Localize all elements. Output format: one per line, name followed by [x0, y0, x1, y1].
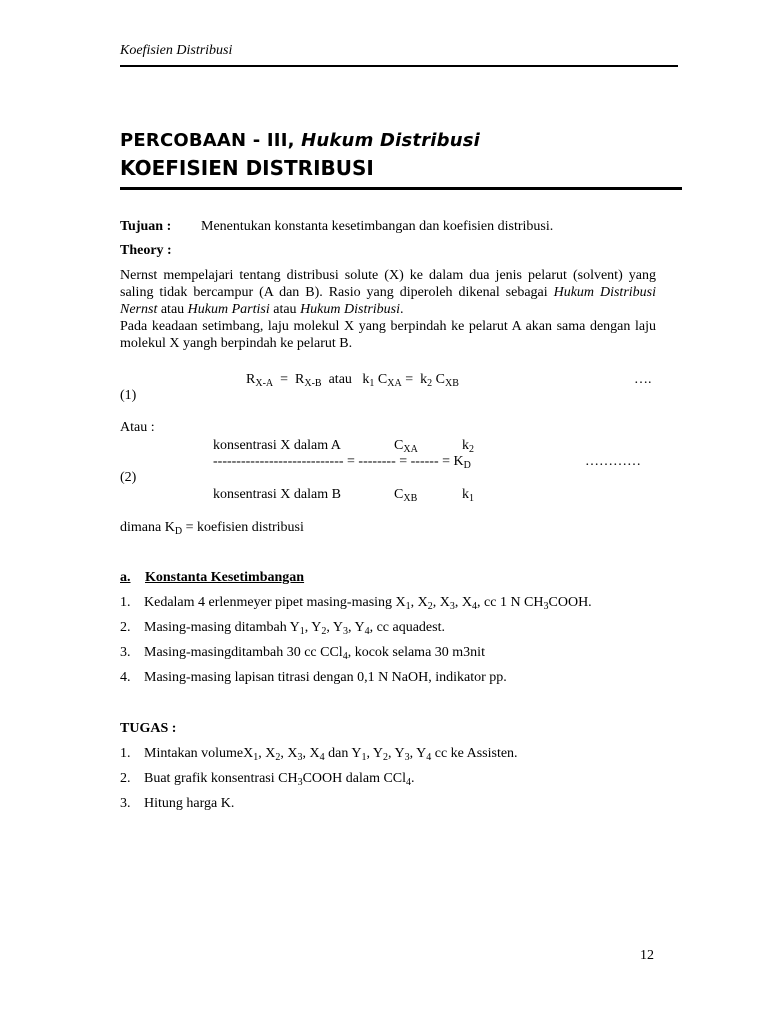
- procedure-item: Masing-masingditambah 30 cc CCl$_4$, kocok selama 30 m3nit: [144, 645, 485, 662]
- para-italic-1: Hukum Distribusi Nernst: [120, 285, 656, 317]
- equation-2-fraction-line: ---------------------------- = -------- = ------ = $K_D$: [213, 454, 471, 471]
- equilibrium-paragraph: Pada keadaan setimbang, laju molekul X yang berpindah ke pelarut A akan sama dengan laju molekul X yangh berpindah ke pelarut B.: [120, 319, 656, 351]
- equation-2-cxa: $C_{XA}$: [394, 438, 418, 455]
- main-title: KOEFISIEN DISTRIBUSI: [120, 156, 374, 180]
- equation-1-number: (1): [120, 388, 137, 403]
- theory-label: Theory :: [120, 243, 172, 258]
- atau-label: Atau :: [120, 420, 155, 435]
- equation-2-dashes: ---------------------------- = -------- = ------ = K: [213, 454, 464, 469]
- experiment-title: [120, 130, 480, 151]
- equation-2-k1: $k_1$: [462, 487, 474, 504]
- equation-1: $R_{X-A} = R_{X-B}$ atau $k_1$ $C_{XA} = k_2$ $C_{XB}$: [246, 372, 459, 389]
- equation-2-denominator-text: konsentrasi X dalam B: [213, 487, 341, 502]
- dimana-definition: dimana $K_D$ = koefisien distribusi: [120, 520, 304, 537]
- procedure-item: Kedalam 4 erlenmeyer pipet masing-masing $X_1$, $X_2$, $X_3$, $X_4$, cc 1 N $CH_3COOH$.: [144, 595, 592, 612]
- procedure-item: Masing-masing lapisan titrasi dengan 0,1 N NaOH, indikator pp.: [144, 670, 507, 685]
- equation-2-number: (2): [120, 470, 137, 485]
- equation-2-cxb: $C_{XB}$: [394, 487, 418, 504]
- running-header: Koefisien Distribusi: [120, 43, 233, 58]
- experiment-title-italic: Hukum Distribusi: [301, 130, 481, 151]
- tujuan-label: Tujuan :: [120, 219, 172, 234]
- header-rule: [120, 65, 678, 67]
- page-number: 12: [640, 948, 654, 963]
- tugas-number: 2.: [120, 771, 131, 786]
- tujuan-text: Menentukan konstanta kesetimbangan dan koefisien distribusi.: [201, 219, 554, 234]
- procedure-number: 4.: [120, 670, 131, 685]
- theory-paragraph: [120, 267, 656, 318]
- equation-2-numerator-text: konsentrasi X dalam A: [213, 438, 341, 453]
- equation-2-dots: …………: [585, 454, 641, 469]
- equation-2-k2: $k_2$: [462, 438, 474, 455]
- para-text-2: atau: [157, 302, 188, 317]
- para-text-4: .: [400, 302, 404, 317]
- para-italic-3: Hukum Distribusi: [300, 302, 401, 317]
- tugas-item: Buat grafik konsentrasi $CH_3COOH$ dalam CCl$_4$.: [144, 771, 415, 788]
- dimana-rest: = koefisien distribusi: [182, 520, 304, 535]
- tugas-number: 1.: [120, 746, 131, 761]
- title-rule: [120, 187, 682, 190]
- procedure-number: 3.: [120, 645, 131, 660]
- procedure-item: Masing-masing ditambah $Y_1$, $Y_2$, $Y_3$, $Y_4$, cc aquadest.: [144, 620, 445, 637]
- tugas-number: 3.: [120, 796, 131, 811]
- tugas-label: TUGAS :: [120, 721, 177, 736]
- para-text-1: Nernst mempelajari tentang distribusi solute (X) ke dalam dua jenis pelarut (solvent) yang saling tidak bercampur (A dan B). Rasio yang diperoleh dikenal sebagai: [120, 268, 656, 300]
- procedure-number: 1.: [120, 595, 131, 610]
- tugas-item: Mintakan volumeX$_1$, $X_2$, $X_3$, $X_4$ dan $Y_1$, $Y_2$, $Y_3$, $Y_4$ cc ke Assisten.: [144, 746, 518, 763]
- dimana-text: dimana K: [120, 520, 175, 535]
- section-a-title: Konstanta Kesetimbangan: [145, 570, 305, 585]
- tugas-item: Hitung harga K.: [144, 796, 235, 811]
- equation-1-dots: ….: [634, 372, 652, 387]
- para-text-3: atau: [269, 302, 301, 317]
- experiment-title-prefix: PERCOBAAN - III,: [120, 130, 302, 151]
- para-italic-2: Hukum Partisi: [187, 302, 270, 317]
- procedure-number: 2.: [120, 620, 131, 635]
- section-a-marker: a.: [120, 570, 131, 585]
